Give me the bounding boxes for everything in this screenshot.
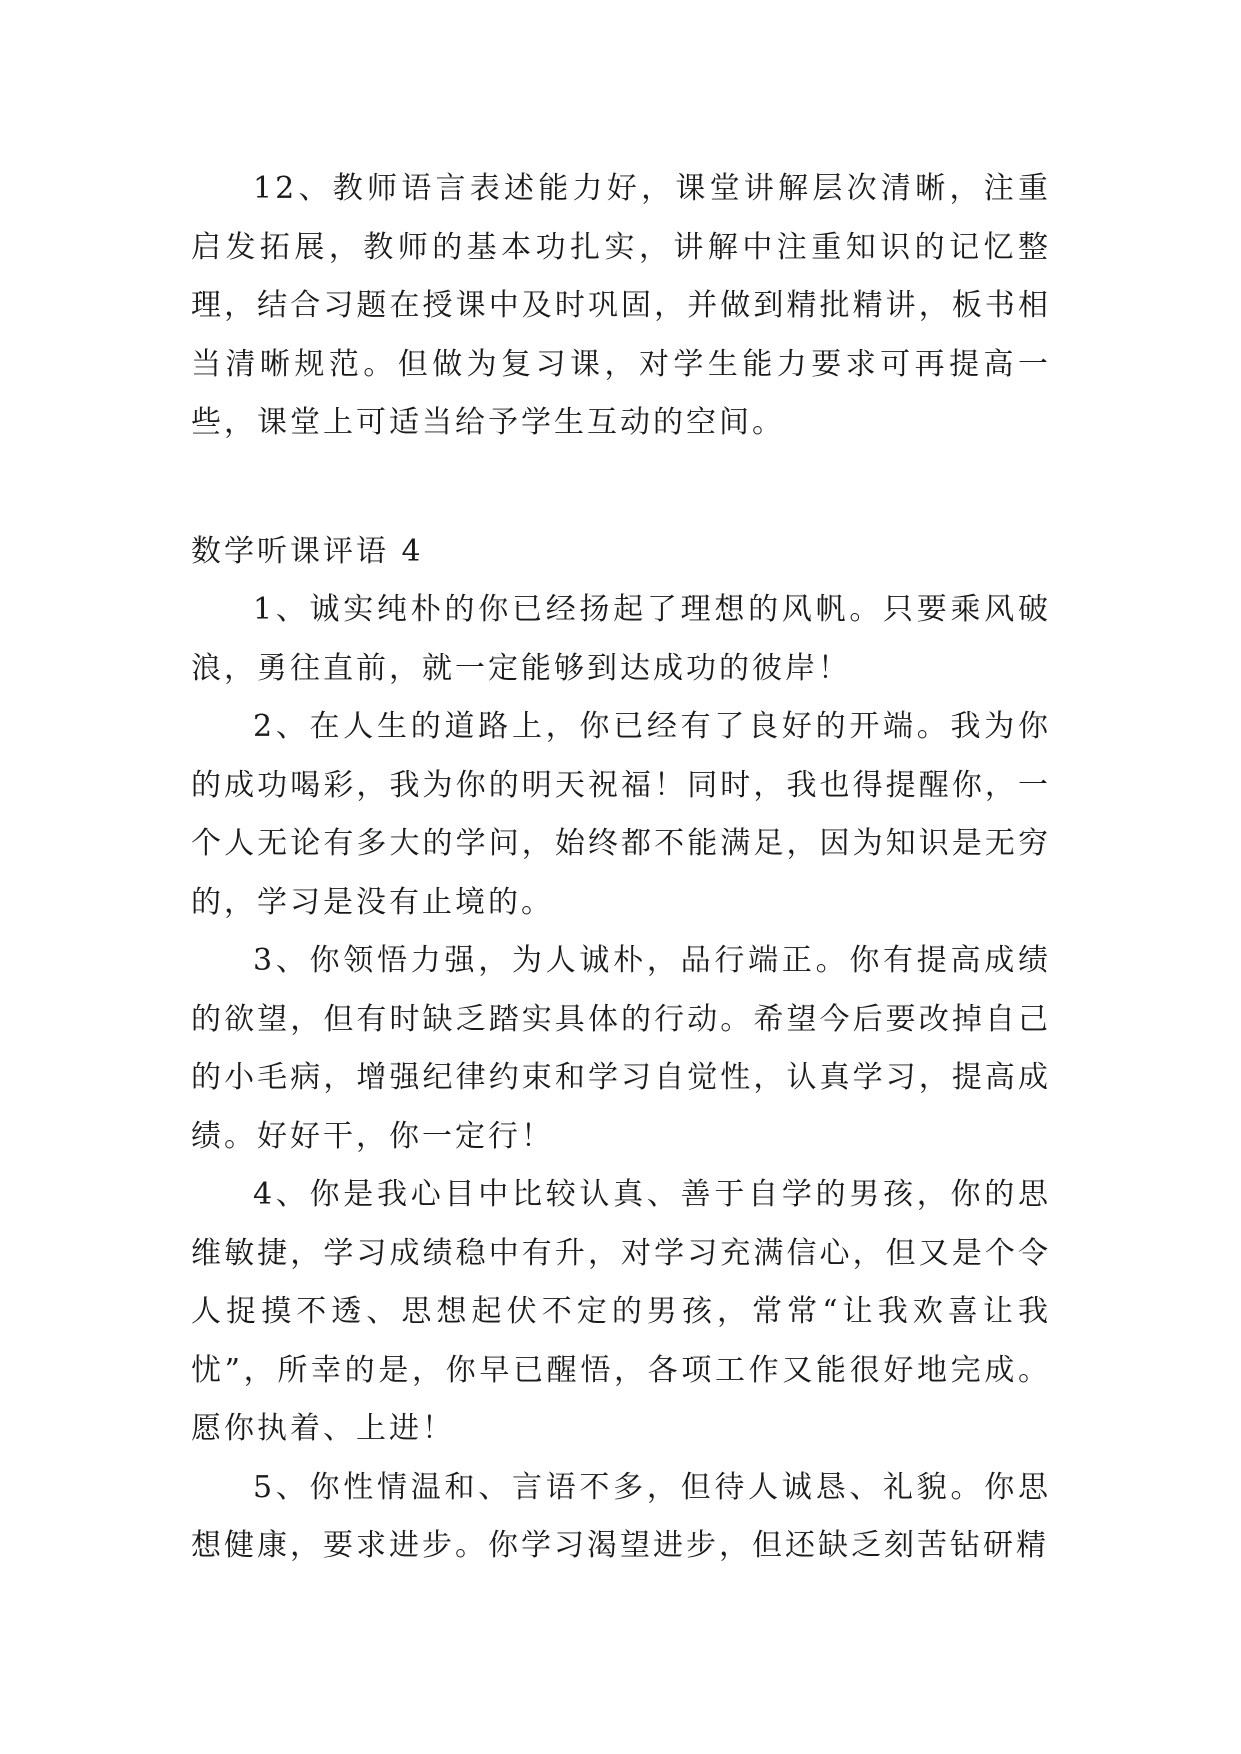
paragraph-3: 3、你领悟力强，为人诚朴，品行端正。你有提高成绩的欲望，但有时缺乏踏实具体的行动。希望今后要改掉自己的小毛病，增强纪律约束和学习自觉性，认真学习，提高成绩。好好干，你一定行！ [191, 943, 1051, 1154]
paragraph-4: 4、你是我心目中比较认真、善于自学的男孩，你的思维敏捷，学习成绩稳中有升，对学习充满信心，但又是个令人捉摸不透、思想起伏不定的男孩，常常“让我欢喜让我忧”，所幸的是，你早已醒悟，各项工作又能很好地完成。愿你执着、上进！ [191, 1177, 1051, 1446]
paragraph-1: 1、诚实纯朴的你已经扬起了理想的风帆。只要乘风破浪，勇往直前，就一定能够到达成功的彼岸！ [191, 592, 1051, 686]
paragraph-2: 2、在人生的道路上，你已经有了良好的开端。我为你的成功喝彩，我为你的明天祝福！同时，我也得提醒你，一个人无论有多大的学问，始终都不能满足，因为知识是无穷的，学习是没有止境的。 [191, 709, 1051, 920]
section-heading: 数学听课评语 4 [191, 533, 424, 569]
paragraph-5: 5、你性情温和、言语不多，但待人诚恳、礼貌。你思想健康，要求进步。你学习渴望进步，但还缺乏刻苦钻研精 [191, 1469, 1051, 1563]
paragraph-12: 12、教师语言表述能力好，课堂讲解层次清晰，注重启发拓展，教师的基本功扎实，讲解中注重知识的记忆整理，结合习题在授课中及时巩固，并做到精批精讲，板书相当清晰规范。但做为复习课，对学生能力要求可再提高一些，课堂上可适当给予学生互动的空间。 [191, 171, 1051, 440]
document-body [191, 160, 1051, 1576]
